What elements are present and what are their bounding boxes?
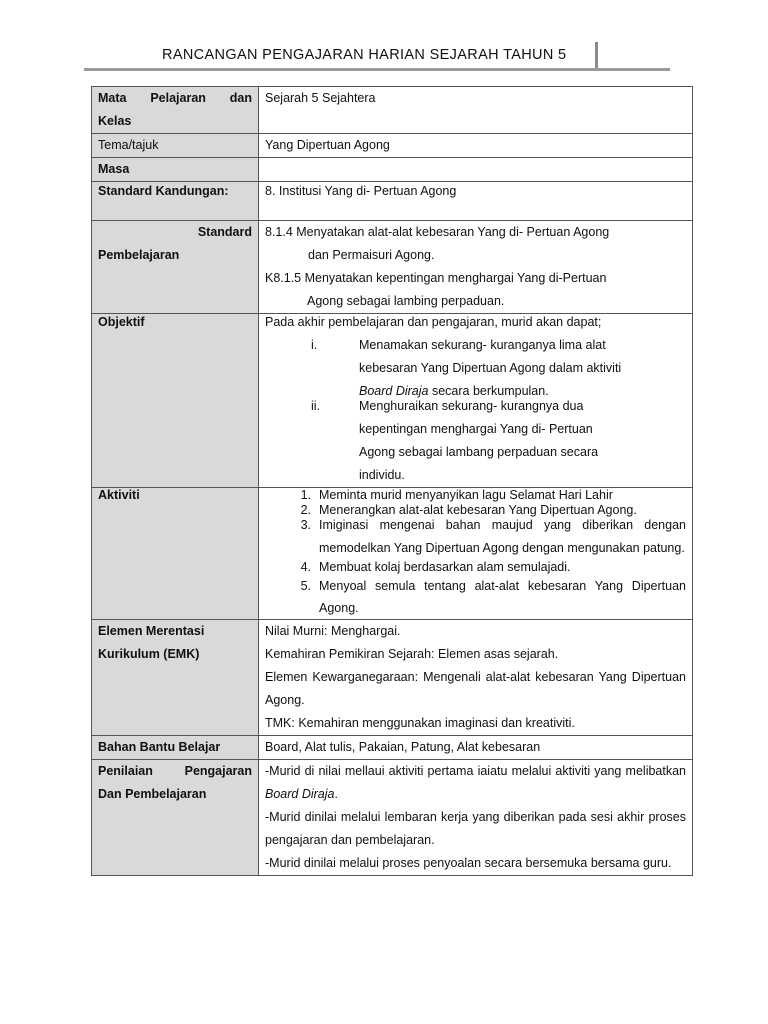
- penilaian-para-1: [265, 760, 686, 806]
- label-penilaian-word: Penilaian: [98, 764, 153, 778]
- value-standard-pembelajaran: [259, 221, 693, 314]
- aktiviti-list: [265, 488, 686, 619]
- row-standard-pembelajaran: [92, 221, 693, 314]
- objektif-item-1: [265, 334, 686, 403]
- emk-nilai-murni: Nilai Murni: Menghargai.: [265, 624, 401, 638]
- aktiviti-item-4-num: 4.: [300, 560, 311, 574]
- objektif-item-1-text: Menamakan sekurang- kuranganya lima alat kebesaran Yang Dipertuan Agong dalam aktiviti: [359, 338, 622, 375]
- value-emk: [259, 620, 693, 736]
- header-vertical-rule: [595, 42, 598, 68]
- label-emk-line1: Elemen Merentasi: [98, 624, 205, 638]
- row-emk: [92, 620, 693, 736]
- emk-kewarganegaraan: Elemen Kewarganegaraan: Mengenali alat-alat kebesaran Yang Dipertuan Agong.: [265, 670, 686, 707]
- row-tema: [92, 134, 693, 158]
- aktiviti-item-5-text: Menyoal semula tentang alat-alat kebesaran Yang Dipertuan Agong.: [319, 579, 686, 615]
- label-standard-pembelajaran: [92, 221, 259, 314]
- label-tema: Tema/tajuk: [92, 134, 259, 158]
- row-penilaian: [92, 760, 693, 876]
- page-title: RANCANGAN PENGAJARAN HARIAN SEJARAH TAHUN 5: [162, 47, 567, 63]
- aktiviti-item-1-num: 1.: [300, 488, 311, 502]
- aktiviti-item-1: [265, 488, 686, 503]
- value-mata-pelajaran: Sejarah 5 Sejahtera: [259, 87, 693, 134]
- header-horizontal-rule: [84, 68, 670, 71]
- label-pembelajaran-word: Pembelajaran: [98, 248, 180, 262]
- label-mata-pelajaran: [92, 87, 259, 134]
- aktiviti-item-4-text: Membuat kolaj berdasarkan alam semulajadi.: [319, 560, 571, 574]
- label-standard-word: Standard: [197, 225, 252, 239]
- lesson-plan-table: [91, 86, 693, 876]
- label-pengajaran-word: Pengajaran: [184, 764, 252, 778]
- value-bahan: Board, Alat tulis, Pakaian, Patung, Alat kebesaran: [259, 736, 693, 760]
- objektif-item-1-italic: Board Diraja: [359, 384, 429, 398]
- objektif-item-2-text: Menghuraikan sekurang- kurangnya dua kepentingan menghargai Yang di- Pertuan Agong sebagai lambang perpaduan secara individu.: [359, 399, 599, 482]
- row-mata-pelajaran: [92, 87, 693, 134]
- penilaian-para-3: -Murid dinilai melalui proses penyoalan secara bersemuka bersama guru.: [265, 856, 672, 870]
- row-objektif: [92, 314, 693, 488]
- value-objektif: [259, 314, 693, 488]
- penilaian-para-1-text: -Murid di nilai mellaui aktiviti pertama iaiatu melalui aktiviti yang melibatkan: [265, 764, 686, 778]
- label-pelajaran-word: Pelajaran: [150, 91, 206, 105]
- label-objektif: Objektif: [92, 314, 259, 488]
- aktiviti-item-3-num: 3.: [300, 518, 311, 532]
- aktiviti-item-5: [265, 575, 686, 619]
- label-standard-kandungan: Standard Kandungan:: [92, 182, 259, 221]
- row-bahan: [92, 736, 693, 760]
- objektif-item-1-num: i.: [311, 338, 318, 352]
- sp-item-1-line1: 8.1.4 Menyatakan alat-alat kebesaran Yang di- Pertuan Agong: [265, 225, 610, 239]
- row-aktiviti: [92, 488, 693, 620]
- label-aktiviti: Aktiviti: [92, 488, 259, 620]
- objektif-intro: Pada akhir pembelajaran dan pengajaran, murid akan dapat;: [265, 315, 602, 329]
- label-penilaian: [92, 760, 259, 876]
- value-masa: [259, 158, 693, 182]
- aktiviti-item-3: [265, 518, 686, 560]
- value-penilaian: [259, 760, 693, 876]
- label-dan-pembelajaran: Dan Pembelajaran: [98, 787, 207, 801]
- emk-tmk: TMK: Kemahiran menggunakan imaginasi dan kreativiti.: [265, 716, 575, 730]
- page-header: [84, 42, 600, 70]
- aktiviti-item-4: [265, 560, 686, 575]
- aktiviti-item-5-num: 5.: [300, 579, 311, 593]
- label-dan-word: dan: [229, 91, 252, 105]
- sp-item-1-line2: dan Permaisuri Agong.: [308, 248, 435, 262]
- sp-item-2-line2: Agong sebagai lambing perpaduan.: [307, 294, 505, 308]
- value-standard-kandungan: 8. Institusi Yang di- Pertuan Agong: [259, 182, 693, 221]
- label-emk-line2: Kurikulum (EMK): [98, 647, 200, 661]
- aktiviti-item-3-text: Imiginasi mengenai bahan maujud yang diberikan dengan memodelkan Yang Dipertuan Agong dengan mengunakan patung.: [319, 518, 686, 555]
- aktiviti-item-2-num: 2.: [300, 503, 311, 517]
- value-aktiviti: [259, 488, 693, 620]
- sp-item-2-line1: K8.1.5 Menyatakan kepentingan menghargai Yang di-Pertuan: [265, 271, 607, 285]
- value-tema: Yang Dipertuan Agong: [259, 134, 693, 158]
- penilaian-para-2: -Murid dinilai melalui lembaran kerja yang diberikan pada sesi akhir proses pengajaran dan pembelajaran.: [265, 810, 686, 847]
- objektif-item-2: [265, 395, 686, 487]
- label-bahan: Bahan Bantu Belajar: [92, 736, 259, 760]
- label-masa: Masa: [92, 158, 259, 182]
- objektif-item-2-num: ii.: [311, 399, 321, 413]
- penilaian-para-1-italic: Board Diraja: [265, 787, 335, 801]
- emk-kemahiran-pemikiran: Kemahiran Pemikiran Sejarah: Elemen asas sejarah.: [265, 647, 559, 661]
- row-masa: [92, 158, 693, 182]
- label-emk: [92, 620, 259, 736]
- label-kelas-word: Kelas: [98, 114, 132, 128]
- label-mata-word: Mata: [98, 91, 127, 105]
- penilaian-para-1-post: .: [334, 787, 338, 801]
- objektif-item-1-post: secara berkumpulan.: [428, 384, 549, 398]
- aktiviti-item-2-text: Menerangkan alat-alat kebesaran Yang Dipertuan Agong.: [319, 503, 637, 517]
- aktiviti-item-1-text: Meminta murid menyanyikan lagu Selamat Hari Lahir: [319, 488, 613, 502]
- row-standard-kandungan: [92, 182, 693, 221]
